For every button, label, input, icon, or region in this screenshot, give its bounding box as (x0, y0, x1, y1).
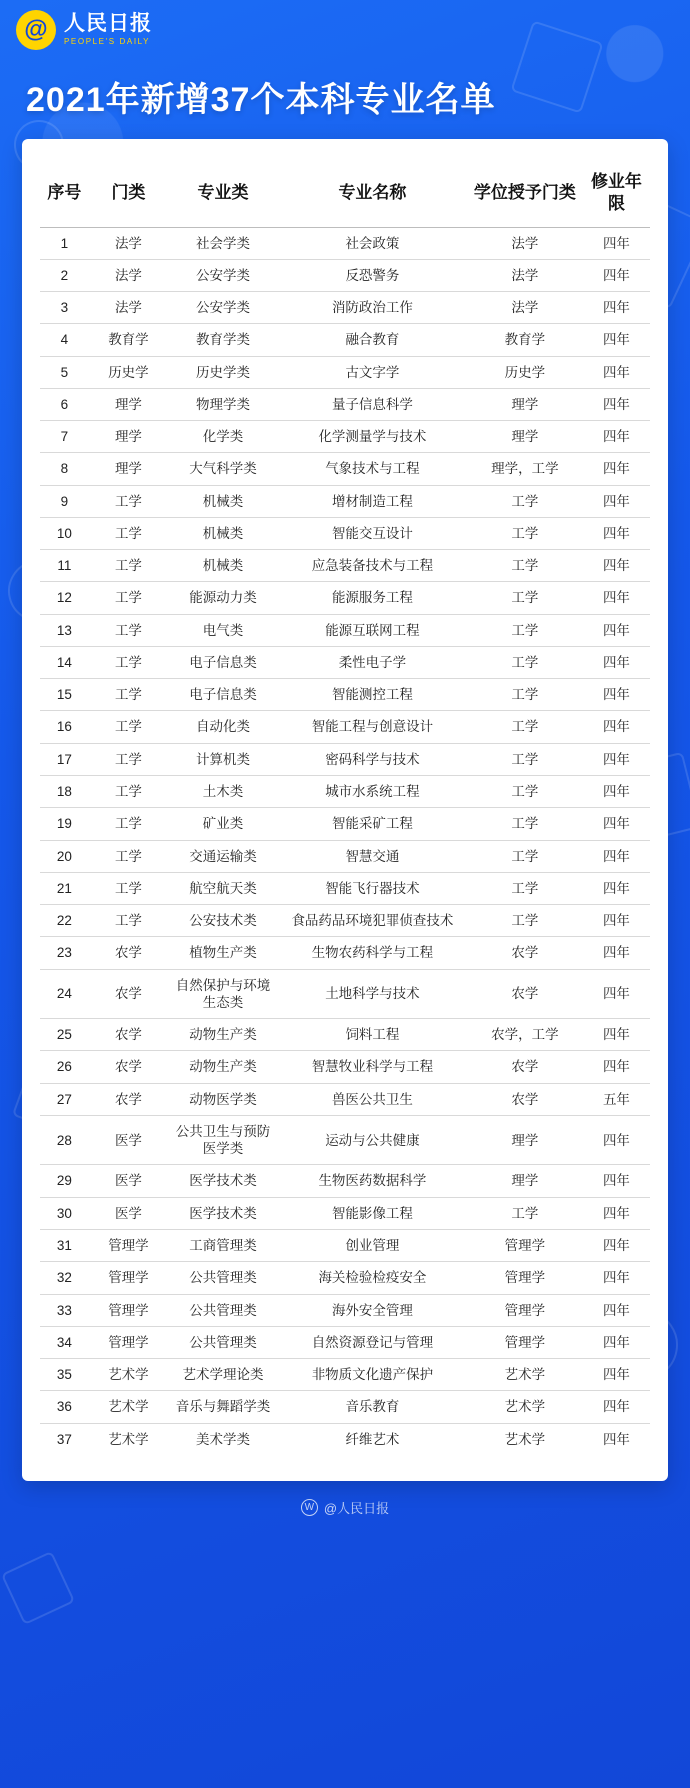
cell-degree: 教育学 (467, 324, 583, 356)
cell-degree: 工学 (467, 485, 583, 517)
cell-category: 医学 (89, 1197, 168, 1229)
cell-field: 公安学类 (168, 292, 278, 324)
cell-field: 计算机类 (168, 743, 278, 775)
cell-no: 31 (40, 1230, 89, 1262)
cell-category: 工学 (89, 776, 168, 808)
table-row (40, 388, 650, 420)
cell-major-name: 海关检验检疫安全 (278, 1262, 467, 1294)
cell-degree: 管理学 (467, 1262, 583, 1294)
cell-years: 四年 (583, 1115, 650, 1165)
table-row (40, 614, 650, 646)
cell-years: 四年 (583, 1391, 650, 1423)
cell-category: 工学 (89, 517, 168, 549)
cell-major-name: 智能交互设计 (278, 517, 467, 549)
cell-major-name: 非物质文化遗产保护 (278, 1359, 467, 1391)
cell-category: 医学 (89, 1115, 168, 1165)
cell-years: 四年 (583, 453, 650, 485)
cell-degree: 工学 (467, 550, 583, 582)
cell-no: 27 (40, 1083, 89, 1115)
cell-years: 四年 (583, 679, 650, 711)
cell-field: 公共管理类 (168, 1326, 278, 1358)
cell-years: 四年 (583, 324, 650, 356)
cell-field: 大气科学类 (168, 453, 278, 485)
table-row (40, 1115, 650, 1165)
cell-category: 农学 (89, 1019, 168, 1051)
cell-years: 四年 (583, 1197, 650, 1229)
cell-degree: 艺术学 (467, 1359, 583, 1391)
cell-no: 37 (56, 1431, 72, 1447)
table-row (40, 905, 650, 937)
cell-years: 四年 (583, 937, 650, 969)
cell-no: 13 (40, 614, 89, 646)
cell-years: 四年 (583, 1019, 650, 1051)
cell-degree: 工学 (467, 582, 583, 614)
cell-degree: 工学 (467, 1197, 583, 1229)
cell-no: 17 (40, 743, 89, 775)
cell-no: 9 (40, 485, 89, 517)
cell-no: 16 (40, 711, 89, 743)
table-row (40, 1359, 650, 1391)
table-row (40, 743, 650, 775)
cell-years: 四年 (583, 388, 650, 420)
cell-degree: 历史学 (467, 356, 583, 388)
cell-degree: 理学 (467, 1115, 583, 1165)
cell-category: 农学 (89, 969, 168, 1019)
brand-logo (16, 10, 690, 50)
cell-field: 交通运输类 (168, 840, 278, 872)
table-row (40, 679, 650, 711)
brand-name-cn: 人民日报 (64, 12, 152, 36)
cell-field: 机械类 (168, 550, 278, 582)
cell-field: 音乐与舞蹈学类 (168, 1391, 278, 1423)
cell-degree: 农学 (467, 1051, 583, 1083)
cell-no: 33 (40, 1294, 89, 1326)
cell-degree: 法学 (467, 292, 583, 324)
cell-years: 四年 (583, 905, 650, 937)
cell-years: 四年 (583, 808, 650, 840)
cell-degree: 工学 (467, 614, 583, 646)
cell-field: 电子信息类 (168, 646, 278, 678)
cell-years: 四年 (583, 1230, 650, 1262)
cell-years: 四年 (583, 485, 650, 517)
cell-no: 22 (40, 905, 89, 937)
cell-no: 4 (40, 324, 89, 356)
cell-category: 工学 (89, 743, 168, 775)
table-row (40, 259, 650, 291)
cell-major-name: 生物农药科学与工程 (278, 937, 467, 969)
cell-category: 艺术学 (89, 1359, 168, 1391)
cell-degree: 管理学 (467, 1294, 583, 1326)
cell-field: 公安学类 (168, 259, 278, 291)
cell-years: 四年 (583, 292, 650, 324)
cell-major-name: 创业管理 (278, 1230, 467, 1262)
cell-category: 艺术学 (89, 1391, 168, 1423)
cell-no: 29 (40, 1165, 89, 1197)
cell-years: 四年 (602, 1431, 630, 1447)
cell-years: 四年 (583, 776, 650, 808)
cell-degree: 管理学 (467, 1326, 583, 1358)
table-row (40, 808, 650, 840)
cell-field: 公安技术类 (168, 905, 278, 937)
cell-major-name: 智能工程与创意设计 (278, 711, 467, 743)
cell-category: 农学 (89, 937, 168, 969)
cell-degree: 法学 (467, 227, 583, 259)
table-row (40, 582, 650, 614)
cell-no: 23 (40, 937, 89, 969)
cell-no: 2 (40, 259, 89, 291)
brand-text (64, 13, 152, 46)
cell-category: 历史学 (89, 356, 168, 388)
cell-category: 管理学 (89, 1262, 168, 1294)
cell-major-name: 量子信息科学 (278, 388, 467, 420)
cell-no: 32 (40, 1262, 89, 1294)
cell-category: 管理学 (89, 1326, 168, 1358)
table-row (40, 1391, 650, 1423)
cell-years: 四年 (583, 711, 650, 743)
cell-no: 19 (40, 808, 89, 840)
cell-years: 四年 (583, 421, 650, 453)
cell-category: 工学 (89, 840, 168, 872)
cell-years: 四年 (583, 743, 650, 775)
cell-major-name: 密码科学与技术 (278, 743, 467, 775)
cell-field: 历史学类 (168, 356, 278, 388)
cell-field: 教育学类 (168, 324, 278, 356)
cell-degree: 农学 (467, 937, 583, 969)
cell-degree: 农学 (467, 969, 583, 1019)
cell-category: 理学 (89, 388, 168, 420)
masthead (0, 0, 690, 64)
table-row (40, 517, 650, 549)
cell-category: 工学 (89, 905, 168, 937)
table-row (40, 292, 650, 324)
cell-degree: 理学 (467, 388, 583, 420)
cell-major-name: 运动与公共健康 (278, 1115, 467, 1165)
cell-years: 四年 (583, 356, 650, 388)
table-row (40, 1294, 650, 1326)
table-row (40, 550, 650, 582)
cell-degree: 工学 (467, 872, 583, 904)
cell-field: 动物生产类 (168, 1051, 278, 1083)
cell-category: 工学 (89, 808, 168, 840)
cell-years: 四年 (583, 582, 650, 614)
cell-major-name: 自然资源登记与管理 (278, 1326, 467, 1358)
table-row (40, 485, 650, 517)
majors-table (40, 161, 650, 1455)
table-row (40, 840, 650, 872)
table-row (40, 453, 650, 485)
cell-degree: 工学 (467, 679, 583, 711)
cell-major-name: 智能飞行器技术 (278, 872, 467, 904)
table-row (40, 1423, 650, 1455)
cell-major-name: 海外安全管理 (278, 1294, 467, 1326)
cell-years: 四年 (583, 517, 650, 549)
brand-name-en: PEOPLE'S DAILY (64, 37, 151, 47)
cell-major-name: 消防政治工作 (278, 292, 467, 324)
cell-degree: 工学 (467, 646, 583, 678)
column-header-category: 门类 (89, 161, 168, 227)
cell-degree: 工学 (467, 776, 583, 808)
cell-years: 四年 (583, 614, 650, 646)
cell-no: 26 (40, 1051, 89, 1083)
cell-major-name: 食品药品环境犯罪侦查技术 (278, 905, 467, 937)
cell-degree: 艺术学 (467, 1391, 583, 1423)
cell-major-name: 反恐警务 (278, 259, 467, 291)
page-title: 2021年新增37个本科专业名单 (26, 81, 496, 119)
cell-category: 理学 (89, 453, 168, 485)
cell-years: 四年 (583, 1165, 650, 1197)
cell-years: 四年 (583, 1359, 650, 1391)
cell-no: 20 (40, 840, 89, 872)
cell-field: 美术学类 (195, 1431, 250, 1447)
table-header (40, 161, 650, 227)
cell-years: 四年 (583, 872, 650, 904)
table-card (22, 139, 668, 1481)
cell-major-name: 柔性电子学 (278, 646, 467, 678)
cell-major-name: 能源互联网工程 (278, 614, 467, 646)
cell-field: 航空航天类 (168, 872, 278, 904)
cell-no: 36 (40, 1391, 89, 1423)
cell-category: 农学 (89, 1051, 168, 1083)
cell-years: 四年 (583, 1294, 650, 1326)
cell-field: 社会学类 (168, 227, 278, 259)
cell-major-name: 音乐教育 (278, 1391, 467, 1423)
cell-major-name: 智能影像工程 (278, 1197, 467, 1229)
cell-degree: 艺术学 (504, 1431, 546, 1447)
cell-field: 电气类 (168, 614, 278, 646)
table-row (40, 1197, 650, 1229)
cell-field: 自动化类 (168, 711, 278, 743)
cell-field: 公共管理类 (168, 1294, 278, 1326)
cell-no: 15 (40, 679, 89, 711)
table-row (40, 324, 650, 356)
cell-degree: 工学 (467, 711, 583, 743)
cell-major-name: 社会政策 (278, 227, 467, 259)
cell-major-name: 融合教育 (278, 324, 467, 356)
cell-degree: 管理学 (467, 1230, 583, 1262)
cell-major-name: 饲料工程 (278, 1019, 467, 1051)
cell-years: 四年 (583, 1051, 650, 1083)
table-row (40, 1262, 650, 1294)
cell-major-name: 智能测控工程 (278, 679, 467, 711)
cell-years: 四年 (583, 646, 650, 678)
table-row (40, 776, 650, 808)
cell-degree: 农学 (467, 1083, 583, 1115)
cell-years: 四年 (583, 227, 650, 259)
cell-category: 工学 (89, 485, 168, 517)
table-row (40, 1019, 650, 1051)
cell-major-name: 能源服务工程 (278, 582, 467, 614)
cell-category: 法学 (89, 259, 168, 291)
cell-degree: 工学 (467, 840, 583, 872)
cell-no: 28 (40, 1115, 89, 1165)
cell-years: 四年 (583, 1262, 650, 1294)
cell-major-name: 应急装备技术与工程 (278, 550, 467, 582)
cell-major-name: 兽医公共卫生 (278, 1083, 467, 1115)
cell-no: 7 (40, 421, 89, 453)
cell-no: 24 (40, 969, 89, 1019)
cell-field: 机械类 (168, 485, 278, 517)
table-row (40, 356, 650, 388)
cell-field: 矿业类 (168, 808, 278, 840)
cell-degree: 工学 (467, 743, 583, 775)
footer-label: @人民日报 (323, 1500, 390, 1516)
cell-no: 3 (40, 292, 89, 324)
cell-category: 艺术学 (108, 1431, 149, 1447)
table-row (40, 646, 650, 678)
cell-years: 四年 (583, 550, 650, 582)
column-header-years: 修业年限 (583, 161, 650, 227)
cell-no: 1 (40, 227, 89, 259)
cell-field: 土木类 (168, 776, 278, 808)
cell-field: 植物生产类 (168, 937, 278, 969)
cell-category: 工学 (89, 646, 168, 678)
cell-field: 医学技术类 (168, 1197, 278, 1229)
cell-field: 电子信息类 (168, 679, 278, 711)
cell-no: 12 (40, 582, 89, 614)
cell-category: 管理学 (89, 1294, 168, 1326)
table-row (40, 1326, 650, 1358)
cell-no: 10 (40, 517, 89, 549)
cell-category: 工学 (89, 582, 168, 614)
cell-years: 四年 (583, 840, 650, 872)
cell-years: 四年 (583, 969, 650, 1019)
cell-major-name: 土地科学与技术 (278, 969, 467, 1019)
cell-major-name: 古文字学 (278, 356, 467, 388)
cell-no: 6 (40, 388, 89, 420)
cell-years: 四年 (583, 259, 650, 291)
cell-category: 教育学 (89, 324, 168, 356)
cell-major-name: 城市水系统工程 (278, 776, 467, 808)
table-row (40, 711, 650, 743)
cell-category: 管理学 (89, 1230, 168, 1262)
cell-degree: 理学，工学 (467, 453, 583, 485)
footer-credit (301, 1498, 389, 1517)
cell-no: 11 (40, 550, 89, 582)
table-row (40, 227, 650, 259)
column-header-field: 专业类 (168, 161, 278, 227)
cell-category: 理学 (89, 421, 168, 453)
at-sign-icon: @ (16, 10, 56, 50)
cell-major-name: 智慧牧业科学与工程 (278, 1051, 467, 1083)
table-row (40, 1051, 650, 1083)
cell-years: 五年 (583, 1083, 650, 1115)
cell-no: 25 (40, 1019, 89, 1051)
cell-no: 8 (40, 453, 89, 485)
title-section (0, 64, 690, 139)
cell-no: 21 (40, 872, 89, 904)
table-row (40, 937, 650, 969)
cell-category: 法学 (89, 227, 168, 259)
decorative-shape (1, 1551, 75, 1625)
table-header-row (40, 161, 650, 227)
cell-category: 工学 (89, 679, 168, 711)
cell-field: 能源动力类 (168, 582, 278, 614)
cell-degree: 工学 (467, 905, 583, 937)
cell-field: 动物医学类 (168, 1083, 278, 1115)
cell-field: 物理学类 (168, 388, 278, 420)
cell-field: 公共管理类 (168, 1262, 278, 1294)
cell-field: 化学类 (168, 421, 278, 453)
cell-no: 30 (40, 1197, 89, 1229)
table-row (40, 1165, 650, 1197)
cell-field: 机械类 (168, 517, 278, 549)
cell-field: 自然保护与环境生态类 (168, 969, 278, 1019)
table-row (40, 421, 650, 453)
cell-category: 工学 (89, 614, 168, 646)
cell-degree: 农学，工学 (467, 1019, 583, 1051)
cell-major-name: 纤维艺术 (345, 1431, 400, 1447)
cell-field: 工商管理类 (168, 1230, 278, 1262)
cell-major-name: 智能采矿工程 (278, 808, 467, 840)
cell-field: 艺术学理论类 (168, 1359, 278, 1391)
cell-major-name: 生物医药数据科学 (278, 1165, 467, 1197)
cell-major-name: 增材制造工程 (278, 485, 467, 517)
cell-no: 18 (40, 776, 89, 808)
table-row (40, 1083, 650, 1115)
cell-category: 工学 (89, 872, 168, 904)
table-body (40, 227, 650, 1455)
cell-years: 四年 (583, 1326, 650, 1358)
cell-no: 14 (40, 646, 89, 678)
footer (0, 1481, 690, 1535)
cell-major-name: 智慧交通 (278, 840, 467, 872)
cell-degree: 理学 (467, 1165, 583, 1197)
cell-degree: 工学 (467, 808, 583, 840)
column-header-no: 序号 (40, 161, 89, 227)
cell-no: 35 (40, 1359, 89, 1391)
cell-major-name: 气象技术与工程 (278, 453, 467, 485)
cell-category: 医学 (89, 1165, 168, 1197)
table-row (40, 872, 650, 904)
cell-field: 公共卫生与预防医学类 (168, 1115, 278, 1165)
cell-no: 34 (40, 1326, 89, 1358)
cell-degree: 理学 (467, 421, 583, 453)
weibo-icon: W (301, 1499, 318, 1516)
cell-category: 农学 (89, 1083, 168, 1115)
cell-degree: 法学 (467, 259, 583, 291)
cell-field: 医学技术类 (168, 1165, 278, 1197)
column-header-major-name: 专业名称 (278, 161, 467, 227)
cell-field: 动物生产类 (168, 1019, 278, 1051)
cell-category: 工学 (89, 711, 168, 743)
cell-category: 工学 (89, 550, 168, 582)
cell-category: 法学 (89, 292, 168, 324)
table-row (40, 969, 650, 1019)
cell-degree: 工学 (467, 517, 583, 549)
column-header-degree: 学位授予门类 (467, 161, 583, 227)
cell-no: 5 (40, 356, 89, 388)
table-row (40, 1230, 650, 1262)
cell-major-name: 化学测量学与技术 (278, 421, 467, 453)
